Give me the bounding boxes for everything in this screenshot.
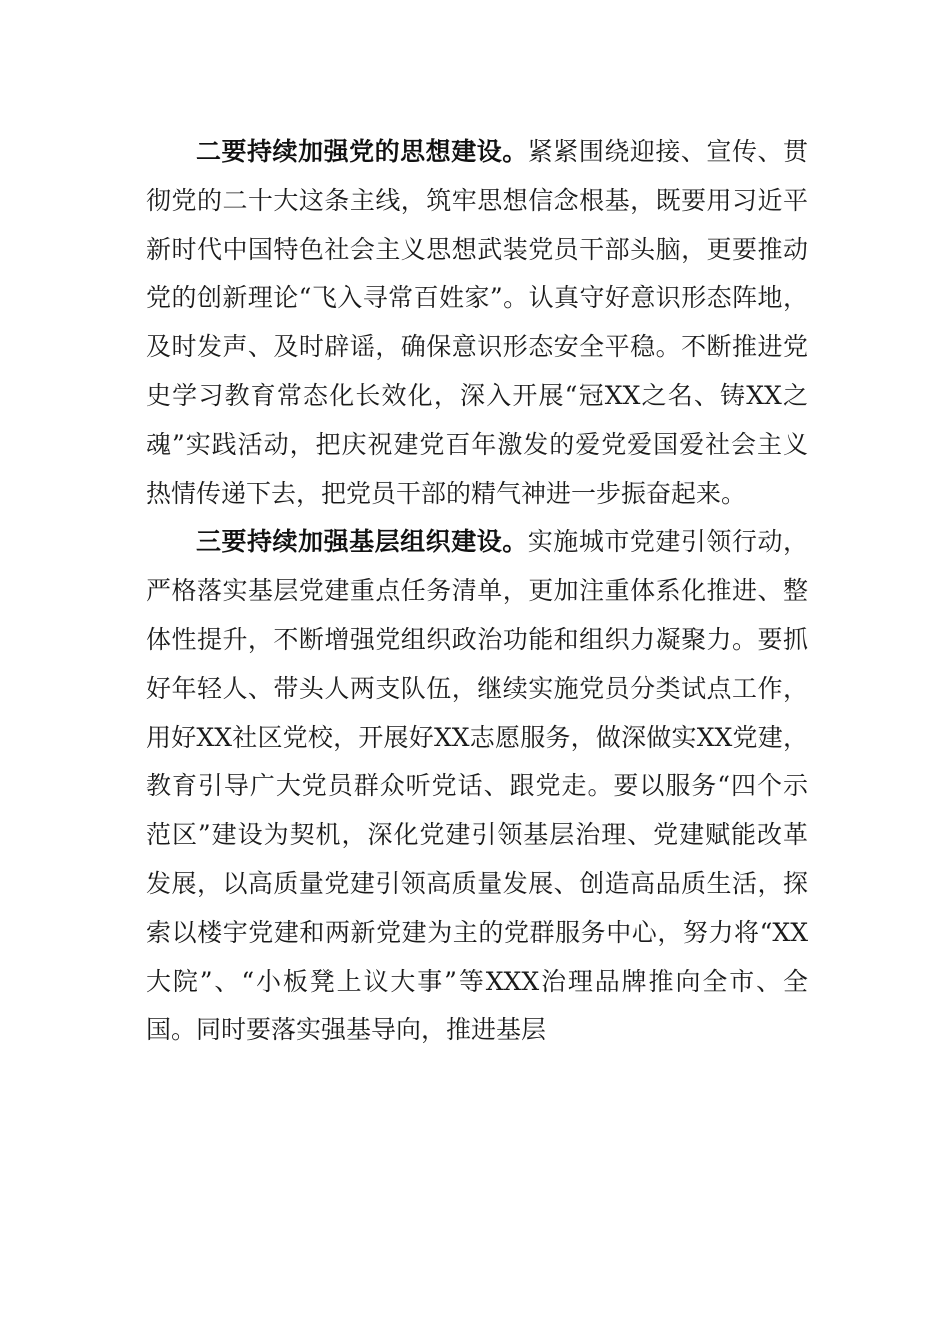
- paragraph-ideological-building: [146, 128, 808, 518]
- paragraph-grassroots-building: [146, 518, 808, 1055]
- document-body: [146, 128, 808, 1055]
- paragraph-heading: 二要持续加强党的思想建设。: [196, 137, 528, 166]
- paragraph-heading: 三要持续加强基层组织建设。: [196, 527, 528, 557]
- paragraph-text: 紧紧围绕迎接、宣传、贯彻党的二十大这条主线，筑牢思想信念根基，既要用习近平新时代中国特色社会主义思想武装党员干部头脑，更要推动党的创新理论“飞入寻常百姓家”。认真守好意识形态阵地，及时发声、及时辟谣，确保意识形态安全平稳。不断推进党史学习教育常态化长效化，深入开展“冠XX之名、铸XX之魂”实践活动，把庆祝建党百年激发的爱党爱国爱社会主义热情传递下去，把党员干部的精气神进一步振奋起来。: [146, 137, 808, 508]
- paragraph-text: 实施城市党建引领行动，严格落实基层党建重点任务清单，更加注重体系化推进、整体性提升，不断增强党组织政治功能和组织力凝聚力。要抓好年轻人、带头人两支队伍，继续实施党员分类试点工作，用好XX社区党校，开展好XX志愿服务，做深做实XX党建，教育引导广大党员群众听党话、跟党走。要以服务“四个示范区”建设为契机，深化党建引领基层治理、党建赋能改革发展，以高质量党建引领高质量发展、创造高品质生活，探索以楼宇党建和两新党建为主的党群服务中心，努力将“XX大院”、“小板凳上议大事”等XXX治理品牌推向全市、全国。同时要落实强基导向，推进基层: [146, 527, 808, 1045]
